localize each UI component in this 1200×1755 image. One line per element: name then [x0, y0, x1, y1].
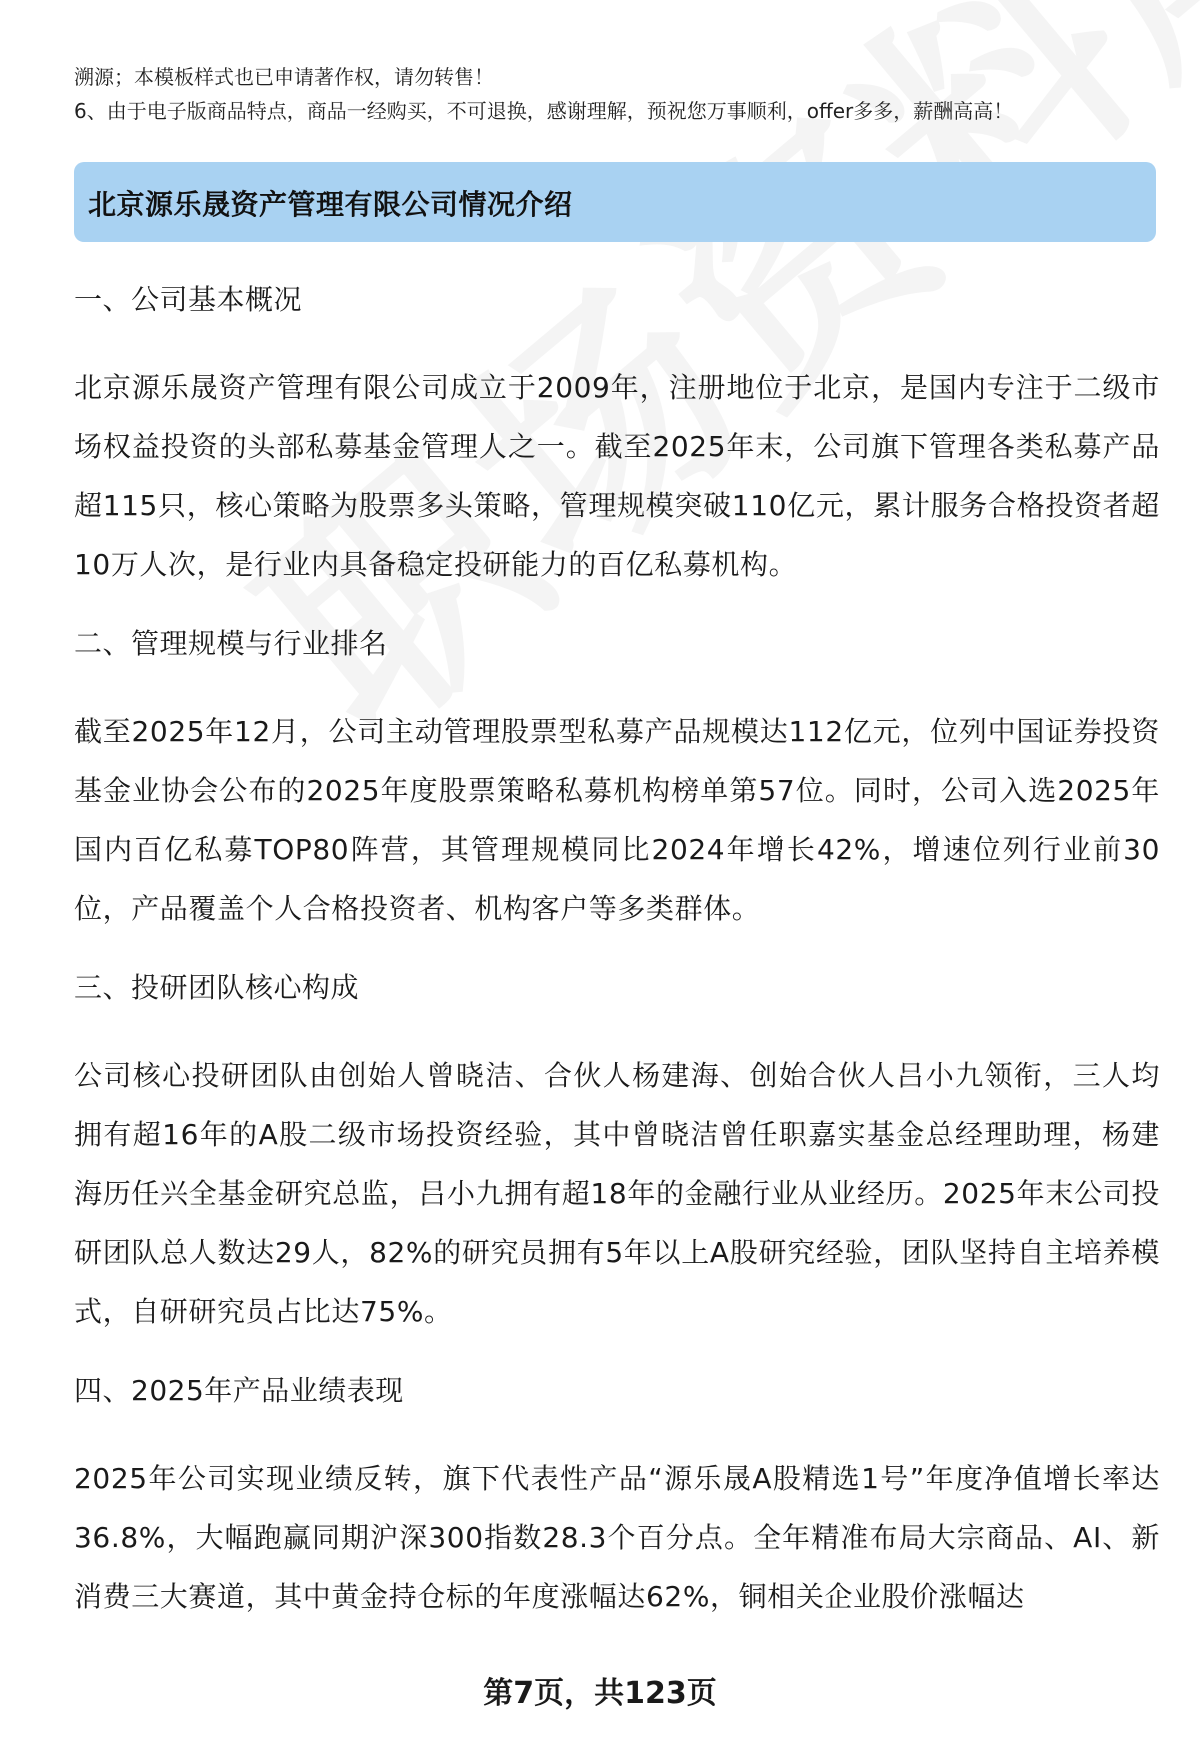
section-heading-performance: 四、2025年产品业绩表现 — [74, 1374, 404, 1407]
note-line-1: 溯源；本模板样式也已申请著作权，请勿转售！ — [74, 65, 494, 89]
section-heading-research-team: 三、投研团队核心构成 — [74, 971, 360, 1004]
page-number: 第7页，共123页 — [0, 1672, 1200, 1716]
section-body-performance: 2025年公司实现业绩反转，旗下代表性产品“源乐晟A股精选1号”年度净值增长率达36.8%，大幅跑赢同期沪深300指数28.3个百分点。全年精准布局大宗商品、AI、新消费三大赛道，其中黄金持仓标的年度涨幅达62%，铜相关企业股价涨幅达 — [74, 1462, 1160, 1613]
section-heading-overview: 一、公司基本概况 — [74, 283, 303, 316]
top-notes — [74, 60, 1134, 128]
document-title: 北京源乐晟资产管理有限公司情况介绍 — [88, 188, 573, 221]
title-bar — [74, 162, 1156, 242]
section-body-scale-ranking: 截至2025年12月，公司主动管理股票型私募产品规模达112亿元，位列中国证券投资基金业协会公布的2025年度股票策略私募机构榜单第57位。同时，公司入选2025年国内百亿私募TOP80阵营，其管理规模同比2024年增长42%，增速位列行业前30位，产品覆盖个人合格投资者、机构客户等多类群体。 — [74, 715, 1160, 925]
section-heading-scale-ranking: 二、管理规模与行业排名 — [74, 627, 388, 660]
note-line-2: 6、由于电子版商品特点，商品一经购买，不可退换，感谢理解，预祝您万事顺利，offer多多，薪酬高高！ — [74, 99, 1014, 123]
section-body-overview: 北京源乐晟资产管理有限公司成立于2009年，注册地位于北京，是国内专注于二级市场权益投资的头部私募基金管理人之一。截至2025年末，公司旗下管理各类私募产品超115只，核心策略为股票多头策略，管理规模突破110亿元，累计服务合格投资者超10万人次，是行业内具备稳定投研能力的百亿私募机构。 — [74, 371, 1160, 581]
section-body-research-team: 公司核心投研团队由创始人曾晓洁、合伙人杨建海、创始合伙人吕小九领衔，三人均拥有超16年的A股二级市场投资经验，其中曾晓洁曾任职嘉实基金总经理助理，杨建海历任兴全基金研究总监，吕小九拥有超18年的金融行业从业经历。2025年末公司投研团队总人数达29人，82%的研究员拥有5年以上A股研究经验，团队坚持自主培养模式，自研研究员占比达75%。 — [74, 1059, 1160, 1328]
content — [74, 280, 1160, 1656]
